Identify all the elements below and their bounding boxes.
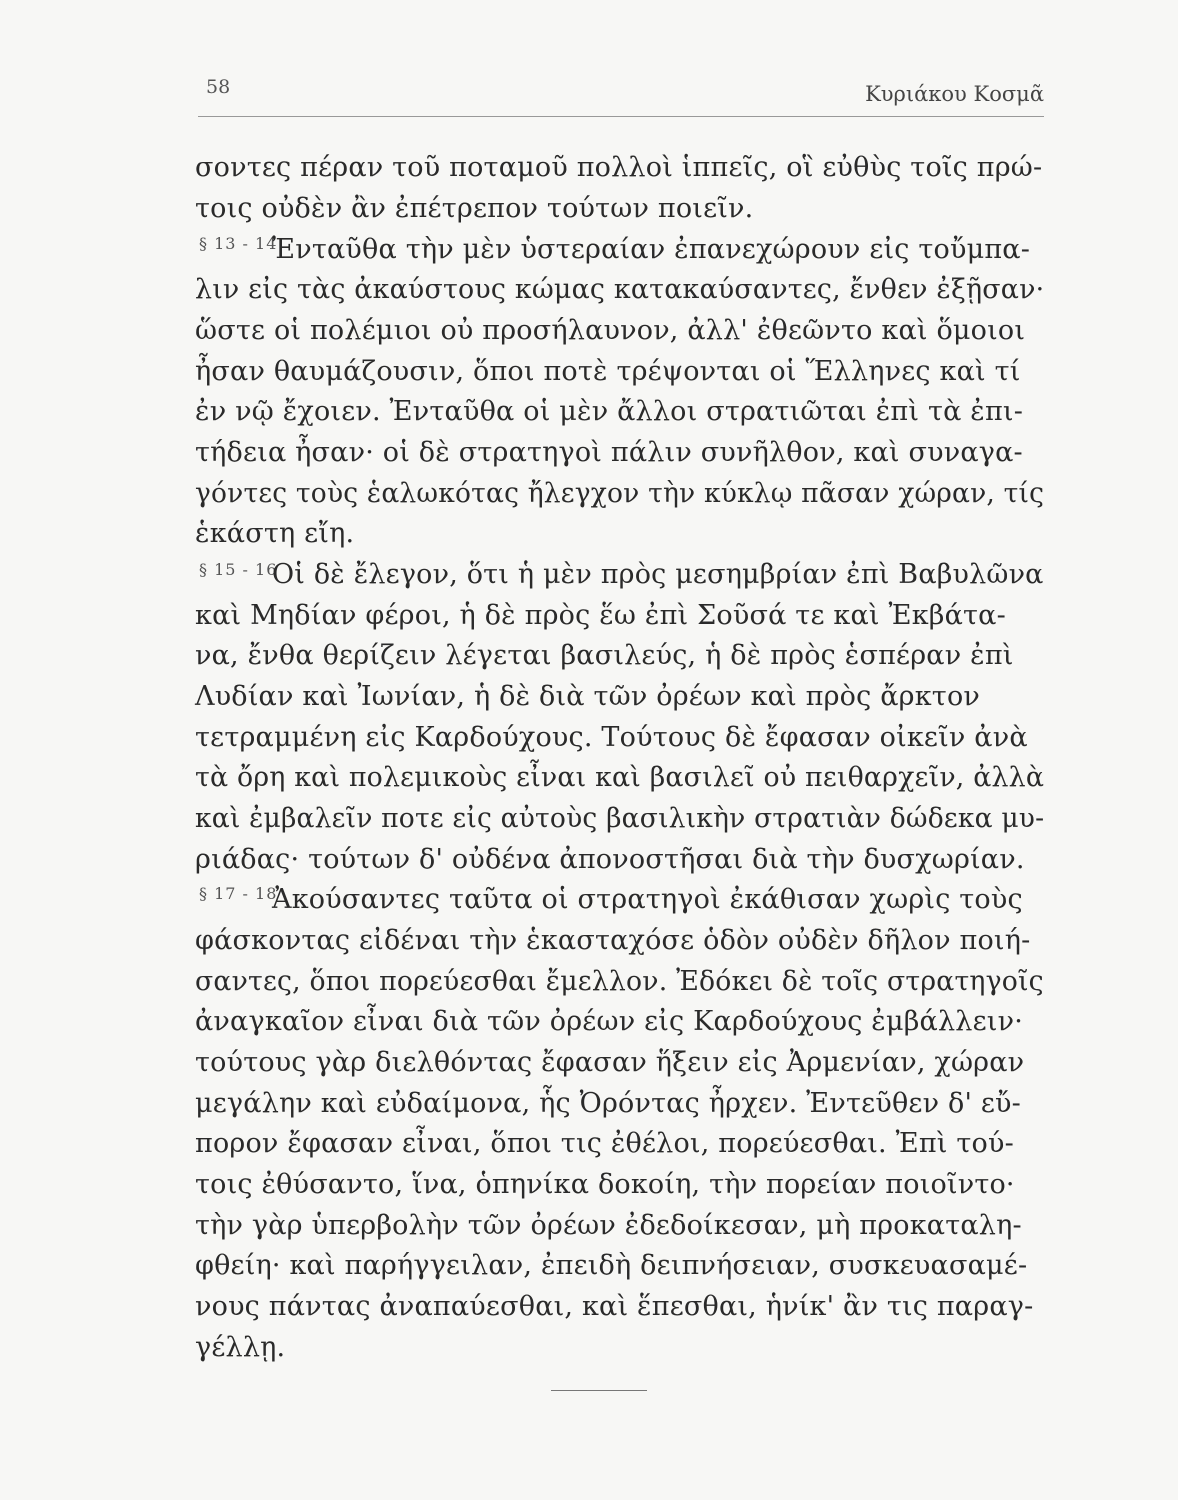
text-line: γέλλῃ. <box>195 1332 286 1363</box>
header-rule <box>198 116 1044 117</box>
text-line: Λυδίαν καὶ Ἰωνίαν, ἡ δὲ διὰ τῶν ὀρέων καὶ πρὸς ἄρκτον <box>195 681 981 712</box>
text-line: τούτους γὰρ διελθόντας ἔφασαν ἥξειν εἰς Ἀρμενίαν, χώραν <box>195 1047 1025 1078</box>
text-line: τὴν γὰρ ὑπερβολὴν τῶν ὀρέων ἐδεδοίκεσαν, μὴ προκαταλη- <box>195 1210 1022 1241</box>
margin-ref: § 15 - 16 <box>199 560 278 579</box>
text-line: καὶ ἐμβαλεῖν ποτε εἰς αὐτοὺς βασιλικὴν στρατιὰν δώδεκα μυ- <box>195 803 1045 834</box>
text-line: τοις οὐδὲν ἂν ἐπέτρεπον τούτων ποιεῖν. <box>195 193 754 224</box>
text-line: καὶ Μηδίαν φέροι, ἡ δὲ πρὸς ἕω ἐπὶ Σοῦσά τε καὶ Ἐκβάτα- <box>195 600 1006 631</box>
text-line: Ἀκούσαντες ταῦτα οἱ στρατηγοὶ ἐκάθισαν χωρὶς τοὺς <box>272 884 1023 915</box>
text-line: σαντες, ὅποι πορεύεσθαι ἔμελλον. Ἐδόκει δὲ τοῖς στρατηγοῖς <box>195 966 1044 997</box>
text-line: μεγάλην καὶ εὐδαίμονα, ἧς Ὀρόντας ἦρχεν. Ἐντεῦθεν δ' εὔ- <box>195 1088 1021 1119</box>
text-line: πορον ἔφασαν εἶναι, ὅποι τις ἐθέλοι, πορεύεσθαι. Ἐπὶ τού- <box>195 1128 1014 1159</box>
text-line: τετραμμένη εἰς Καρδούχους. Τούτους δὲ ἔφασαν οἰκεῖν ἀνὰ <box>195 722 1028 753</box>
text-line: φθείη· καὶ παρήγγειλαν, ἐπειδὴ δειπνήσειαν, συσκευασαμέ- <box>195 1250 1028 1281</box>
text-line: νους πάντας ἀναπαύεσθαι, καὶ ἕπεσθαι, ἡνίκ' ἂν τις παραγ- <box>195 1291 1034 1322</box>
text-line: τοις ἐθύσαντο, ἵνα, ὁπηνίκα δοκοίη, τὴν πορείαν ποιοῖντο· <box>195 1169 1015 1200</box>
page-number: 58 <box>206 76 231 98</box>
text-line: τὰ ὄρη καὶ πολεμικοὺς εἶναι καὶ βασιλεῖ οὐ πειθαρχεῖν, ἀλλὰ <box>195 762 1045 793</box>
text-line: ἀναγκαῖον εἶναι διὰ τῶν ὀρέων εἰς Καρδούχους ἐμβάλλειν· <box>195 1006 1023 1037</box>
text-line: γόντες τοὺς ἑαλωκότας ἤλεγχον τὴν κύκλῳ πᾶσαν χώραν, τίς <box>195 478 1045 509</box>
running-title: Κυριάκου Κοσμᾶ <box>865 82 1044 106</box>
text-line: ἐν νῷ ἔχοιεν. Ἐνταῦθα οἱ μὲν ἄλλοι στρατιῶται ἐπὶ τὰ ἐπι- <box>195 396 1024 427</box>
text-line: σοντες πέραν τοῦ ποταμοῦ πολλοὶ ἱππεῖς, οἳ εὐθὺς τοῖς πρώ- <box>195 152 1043 183</box>
text-line: Οἱ δὲ ἔλεγον, ὅτι ἡ μὲν πρὸς μεσημβρίαν ἐπὶ Βαβυλῶνα <box>272 559 1044 590</box>
text-line: φάσκοντας εἰδέναι τὴν ἑκασταχόσε ὁδὸν οὐδὲν δῆλον ποιή- <box>195 925 1031 956</box>
text-line: ὥστε οἱ πολέμιοι οὐ προσήλαυνον, ἀλλ' ἐθεῶντο καὶ ὅμοιοι <box>195 315 1026 346</box>
text-line: ριάδας· τούτων δ' οὐδένα ἀπονοστῆσαι διὰ τὴν δυσχωρίαν. <box>195 844 1025 875</box>
text-line: ἑκάστη εἴη. <box>195 518 355 549</box>
margin-ref: § 13 - 14 <box>199 234 278 253</box>
text-line: ἦσαν θαυμάζουσιν, ὅποι ποτὲ τρέψονται οἱ Ἕλληνες καὶ τί <box>195 356 1021 387</box>
text-line: να, ἔνθα θερίζειν λέγεται βασιλεύς, ἡ δὲ πρὸς ἑσπέραν ἐπὶ <box>195 640 1014 671</box>
text-line: λιν εἰς τὰς ἀκαύστους κώμας κατακαύσαντες, ἔνθεν ἐξῇσαν· <box>195 274 1045 305</box>
end-rule <box>551 1390 647 1391</box>
margin-ref: § 17 - 18 <box>199 884 278 903</box>
text-line: τήδεια ἦσαν· οἱ δὲ στρατηγοὶ πάλιν συνῆλθον, καὶ συναγα- <box>195 437 1023 468</box>
text-line: Ἐνταῦθα τὴν μὲν ὑστεραίαν ἐπανεχώρουν εἰς τοὔμπα- <box>272 234 1031 265</box>
